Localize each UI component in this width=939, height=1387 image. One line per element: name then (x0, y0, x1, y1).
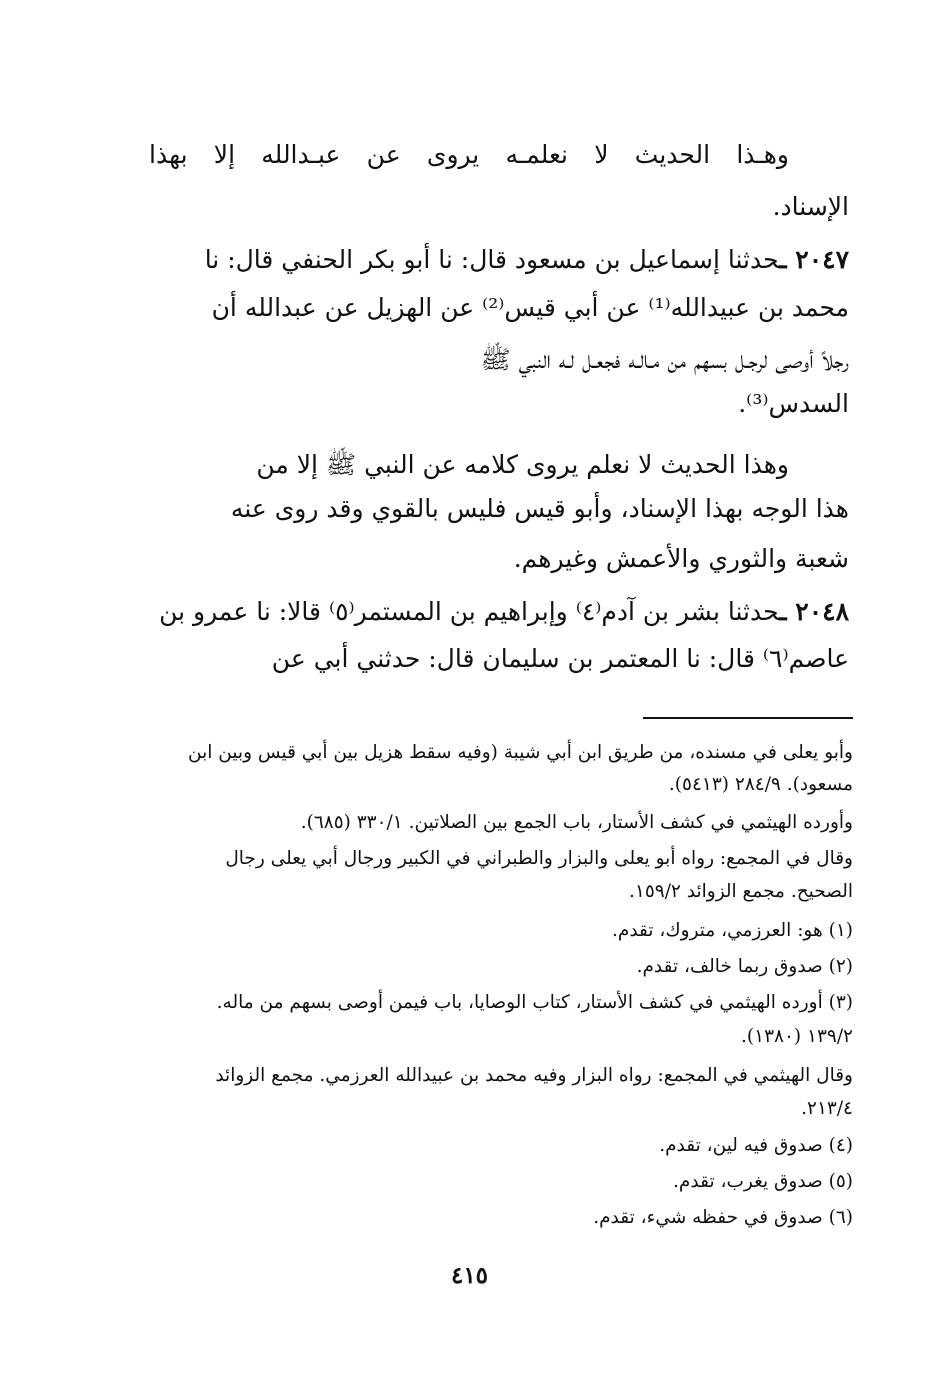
main-text-line: وهـذا الحديث لا نعلمـه يروى عن عبـدالله إلا بهذا (149, 140, 789, 169)
main-text-line: الإسناد. (772, 192, 849, 221)
page-number: ٤١٥ (450, 1262, 489, 1289)
hadith-2047-first-line (89, 242, 849, 278)
footnote-3: (٣) أورده الهيثمي في كشف الأستار، كتاب الوصايا، باب فيمن أوصى بسهم من ماله. (216, 992, 853, 1013)
footnote-5: (٥) صدوق يغرب، تقدم. (673, 1171, 853, 1192)
footnote-line: الصحيح. مجمع الزوائد ١٥٩/٢. (629, 881, 853, 902)
main-text-line: حدثنا بشر بن آدم⁽٤⁾ وإبراهيم بن المستمر⁽٥⁾ قالا: نا عمرو بن (159, 597, 780, 626)
main-text-line: حدثنا إسماعيل بن مسعود قال: نا أبو بكر الحنفي قال: نا (204, 245, 780, 274)
footnote-2: (٢) صدوق ربما خالف، تقدم. (636, 956, 853, 977)
main-text-line: شعبة والثوري والأعمش وغيرهم. (513, 544, 849, 573)
footnote-line: وأبو يعلى في مسنده، من طريق ابن أبي شيبة (وفيه سقط هزيل بين أبي قيس وبين ابن (188, 742, 853, 763)
footnote-line: ١٣٩/٢ (١٣٨٠). (741, 1026, 853, 1047)
footnote-line: مسعود). ٢٨٤/٩ (٥٤١٣). (668, 774, 853, 795)
main-text-line: هذا الوجه بهذا الإسناد، وأبو قيس فليس بالقوي وقد روى عنه (230, 494, 849, 523)
footnote-separator (643, 717, 853, 719)
hadith-2048-first-line (89, 594, 849, 630)
main-text-line: رجلاً أوصى لرجـل بسهم من مـالـه فجعـل لـه النبي ﷺ (480, 345, 849, 374)
footnote-line: وقال الهيثمي في المجمع: رواه البزار وفيه محمد بن عبيدالله العرزمي. مجمع الزوائد (215, 1065, 853, 1086)
footnote-4: (٤) صدوق فيه لين، تقدم. (659, 1135, 853, 1156)
main-text-line: محمد بن عبيدالله⁽¹⁾ عن أبي قيس⁽²⁾ عن الهزيل عن عبدالله أن (211, 293, 849, 322)
hadith-number: ٢٠٤٨ ـ (779, 597, 849, 626)
footnote-line: وأورده الهيثمي في كشف الأستار، باب الجمع بين الصلاتين. ٣٣٠/١ (٦٨٥). (300, 812, 853, 833)
hadith-number: ٢٠٤٧ ـ (779, 245, 849, 274)
footnote-line: ٢١٣/٤. (801, 1098, 853, 1119)
footnote-1: (١) هو: العرزمي، متروك، تقدم. (612, 920, 853, 941)
footnote-6: (٦) صدوق في حفظه شيء، تقدم. (593, 1207, 853, 1228)
main-text-line: السدس⁽³⁾. (738, 389, 849, 418)
footnote-line: وقال في المجمع: رواه أبو يعلى والبزار والطبراني في الكبير ورجال أبي يعلى رجال (225, 848, 853, 869)
main-text-line: عاصم⁽٦⁾ قال: نا المعتمر بن سليمان قال: حدثني أبي عن (271, 644, 849, 673)
main-text-line: وهذا الحديث لا نعلم يروى كلامه عن النبي ﷺ إلا من (256, 450, 789, 479)
